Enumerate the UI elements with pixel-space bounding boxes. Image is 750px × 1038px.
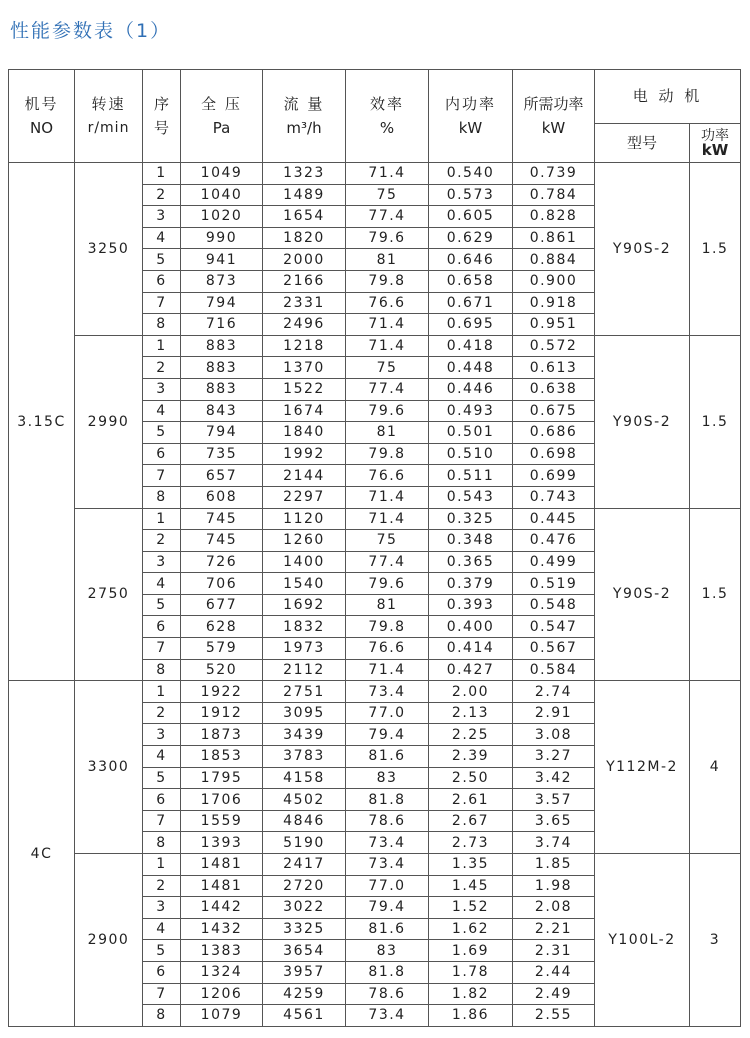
seq-cell: 5: [143, 249, 181, 271]
efficiency-cell: 79.6: [346, 400, 429, 422]
pressure-cell: 1049: [181, 163, 263, 185]
seq-cell: 5: [143, 422, 181, 444]
required-power-cell: 0.951: [513, 314, 595, 336]
header-motor: 电 动 机: [595, 70, 741, 124]
pressure-cell: 1020: [181, 206, 263, 228]
seq-cell: 3: [143, 897, 181, 919]
flow-cell: 4561: [263, 1005, 346, 1027]
speed-cell: 3250: [75, 163, 143, 336]
required-power-cell: 2.49: [513, 983, 595, 1005]
seq-cell: 8: [143, 1005, 181, 1027]
seq-cell: 2: [143, 875, 181, 897]
motor-model-cell: Y90S-2: [595, 508, 690, 681]
table-row: [9, 508, 741, 530]
flow-cell: 3022: [263, 897, 346, 919]
pressure-cell: 1432: [181, 918, 263, 940]
efficiency-cell: 73.4: [346, 854, 429, 876]
seq-cell: 4: [143, 918, 181, 940]
efficiency-cell: 79.6: [346, 573, 429, 595]
flow-cell: 2144: [263, 465, 346, 487]
seq-cell: 4: [143, 573, 181, 595]
seq-cell: 7: [143, 638, 181, 660]
pressure-cell: 579: [181, 638, 263, 660]
flow-cell: 2000: [263, 249, 346, 271]
required-power-cell: 0.884: [513, 249, 595, 271]
required-power-cell: 0.900: [513, 270, 595, 292]
flow-cell: 4158: [263, 767, 346, 789]
flow-cell: 4846: [263, 810, 346, 832]
required-power-cell: 1.85: [513, 854, 595, 876]
required-power-cell: 0.918: [513, 292, 595, 314]
header-motor-power: 功率 kW: [690, 124, 741, 163]
flow-cell: 2496: [263, 314, 346, 336]
pressure-cell: 883: [181, 335, 263, 357]
required-power-cell: 2.31: [513, 940, 595, 962]
inner-power-cell: 0.427: [429, 659, 513, 681]
table-row: [9, 163, 741, 185]
seq-cell: 6: [143, 616, 181, 638]
inner-power-cell: 2.67: [429, 810, 513, 832]
seq-cell: 8: [143, 314, 181, 336]
flow-cell: 2166: [263, 270, 346, 292]
efficiency-cell: 81: [346, 249, 429, 271]
flow-cell: 1218: [263, 335, 346, 357]
table-row: [9, 854, 741, 876]
flow-cell: 1540: [263, 573, 346, 595]
required-power-cell: 3.08: [513, 724, 595, 746]
required-power-cell: 0.861: [513, 227, 595, 249]
pressure-cell: 1393: [181, 832, 263, 854]
efficiency-cell: 81: [346, 594, 429, 616]
efficiency-cell: 71.4: [346, 508, 429, 530]
inner-power-cell: 0.629: [429, 227, 513, 249]
header-speed: 转速 r/min: [75, 70, 143, 163]
seq-cell: 6: [143, 961, 181, 983]
flow-cell: 1820: [263, 227, 346, 249]
pressure-cell: 1922: [181, 681, 263, 703]
seq-cell: 6: [143, 789, 181, 811]
pressure-cell: 735: [181, 443, 263, 465]
flow-cell: 3325: [263, 918, 346, 940]
required-power-cell: 0.548: [513, 594, 595, 616]
inner-power-cell: 0.605: [429, 206, 513, 228]
efficiency-cell: 75: [346, 357, 429, 379]
efficiency-cell: 77.4: [346, 551, 429, 573]
flow-cell: 2751: [263, 681, 346, 703]
inner-power-cell: 1.86: [429, 1005, 513, 1027]
efficiency-cell: 81.8: [346, 789, 429, 811]
inner-power-cell: 1.62: [429, 918, 513, 940]
required-power-cell: 0.445: [513, 508, 595, 530]
seq-cell: 7: [143, 465, 181, 487]
efficiency-cell: 73.4: [346, 681, 429, 703]
pressure-cell: 745: [181, 508, 263, 530]
pressure-cell: 990: [181, 227, 263, 249]
flow-cell: 4259: [263, 983, 346, 1005]
seq-cell: 5: [143, 594, 181, 616]
inner-power-cell: 1.35: [429, 854, 513, 876]
required-power-cell: 0.476: [513, 530, 595, 552]
inner-power-cell: 0.393: [429, 594, 513, 616]
flow-cell: 1692: [263, 594, 346, 616]
inner-power-cell: 0.573: [429, 184, 513, 206]
seq-cell: 1: [143, 681, 181, 703]
required-power-cell: 0.613: [513, 357, 595, 379]
flow-cell: 1674: [263, 400, 346, 422]
pressure-cell: 657: [181, 465, 263, 487]
required-power-cell: 1.98: [513, 875, 595, 897]
efficiency-cell: 77.0: [346, 702, 429, 724]
pressure-cell: 873: [181, 270, 263, 292]
pressure-cell: 883: [181, 378, 263, 400]
flow-cell: 5190: [263, 832, 346, 854]
seq-cell: 2: [143, 357, 181, 379]
pressure-cell: 794: [181, 422, 263, 444]
required-power-cell: 0.784: [513, 184, 595, 206]
pressure-cell: 1324: [181, 961, 263, 983]
required-power-cell: 0.699: [513, 465, 595, 487]
inner-power-cell: 0.418: [429, 335, 513, 357]
required-power-cell: 0.686: [513, 422, 595, 444]
inner-power-cell: 2.25: [429, 724, 513, 746]
seq-cell: 2: [143, 184, 181, 206]
inner-power-cell: 0.510: [429, 443, 513, 465]
seq-cell: 3: [143, 551, 181, 573]
inner-power-cell: 0.658: [429, 270, 513, 292]
pressure-cell: 941: [181, 249, 263, 271]
pressure-cell: 1795: [181, 767, 263, 789]
speed-cell: 3300: [75, 681, 143, 854]
efficiency-cell: 77.4: [346, 206, 429, 228]
efficiency-cell: 81.8: [346, 961, 429, 983]
seq-cell: 3: [143, 378, 181, 400]
flow-cell: 1992: [263, 443, 346, 465]
pressure-cell: 745: [181, 530, 263, 552]
inner-power-cell: 1.82: [429, 983, 513, 1005]
speed-cell: 2990: [75, 335, 143, 508]
flow-cell: 1840: [263, 422, 346, 444]
pressure-cell: 706: [181, 573, 263, 595]
inner-power-cell: 0.348: [429, 530, 513, 552]
flow-cell: 1370: [263, 357, 346, 379]
efficiency-cell: 81: [346, 422, 429, 444]
required-power-cell: 2.21: [513, 918, 595, 940]
pressure-cell: 520: [181, 659, 263, 681]
efficiency-cell: 83: [346, 940, 429, 962]
pressure-cell: 1040: [181, 184, 263, 206]
seq-cell: 5: [143, 940, 181, 962]
efficiency-cell: 83: [346, 767, 429, 789]
table-row: [9, 335, 741, 357]
header-seq: 序 号: [143, 70, 181, 163]
pressure-cell: 677: [181, 594, 263, 616]
flow-cell: 1260: [263, 530, 346, 552]
efficiency-cell: 79.8: [346, 616, 429, 638]
pressure-cell: 794: [181, 292, 263, 314]
motor-model-cell: Y100L-2: [595, 854, 690, 1027]
table-header: [9, 70, 741, 163]
required-power-cell: 2.08: [513, 897, 595, 919]
inner-power-cell: 0.695: [429, 314, 513, 336]
table-body: [9, 163, 741, 1027]
seq-cell: 4: [143, 227, 181, 249]
required-power-cell: 0.567: [513, 638, 595, 660]
efficiency-cell: 77.4: [346, 378, 429, 400]
header-flow: 流 量 m³/h: [263, 70, 346, 163]
required-power-cell: 3.57: [513, 789, 595, 811]
model-number-cell: 4C: [9, 681, 75, 1027]
inner-power-cell: 1.52: [429, 897, 513, 919]
inner-power-cell: 2.61: [429, 789, 513, 811]
efficiency-cell: 75: [346, 530, 429, 552]
efficiency-cell: 71.4: [346, 486, 429, 508]
seq-cell: 8: [143, 659, 181, 681]
inner-power-cell: 1.69: [429, 940, 513, 962]
header-motor-model: 型号: [595, 124, 690, 163]
flow-cell: 3783: [263, 746, 346, 768]
pressure-cell: 1853: [181, 746, 263, 768]
efficiency-cell: 71.4: [346, 659, 429, 681]
inner-power-cell: 0.325: [429, 508, 513, 530]
efficiency-cell: 81.6: [346, 746, 429, 768]
seq-cell: 1: [143, 335, 181, 357]
required-power-cell: 0.698: [513, 443, 595, 465]
inner-power-cell: 0.540: [429, 163, 513, 185]
efficiency-cell: 79.6: [346, 227, 429, 249]
header-efficiency: 效率 %: [346, 70, 429, 163]
motor-power-cell: 1.5: [690, 508, 741, 681]
seq-cell: 8: [143, 486, 181, 508]
pressure-cell: 883: [181, 357, 263, 379]
inner-power-cell: 1.78: [429, 961, 513, 983]
pressure-cell: 1559: [181, 810, 263, 832]
required-power-cell: 2.74: [513, 681, 595, 703]
inner-power-cell: 0.414: [429, 638, 513, 660]
flow-cell: 3957: [263, 961, 346, 983]
seq-cell: 3: [143, 724, 181, 746]
flow-cell: 3439: [263, 724, 346, 746]
pressure-cell: 1873: [181, 724, 263, 746]
efficiency-cell: 76.6: [346, 638, 429, 660]
efficiency-cell: 76.6: [346, 465, 429, 487]
efficiency-cell: 79.4: [346, 724, 429, 746]
inner-power-cell: 1.45: [429, 875, 513, 897]
motor-power-cell: 4: [690, 681, 741, 854]
efficiency-cell: 78.6: [346, 810, 429, 832]
inner-power-cell: 2.73: [429, 832, 513, 854]
flow-cell: 1832: [263, 616, 346, 638]
header-no: 机号 NO: [9, 70, 75, 163]
seq-cell: 1: [143, 854, 181, 876]
motor-power-cell: 1.5: [690, 163, 741, 336]
efficiency-cell: 79.8: [346, 443, 429, 465]
required-power-cell: 0.828: [513, 206, 595, 228]
seq-cell: 7: [143, 292, 181, 314]
flow-cell: 1489: [263, 184, 346, 206]
flow-cell: 2297: [263, 486, 346, 508]
required-power-cell: 2.55: [513, 1005, 595, 1027]
pressure-cell: 1206: [181, 983, 263, 1005]
required-power-cell: 3.42: [513, 767, 595, 789]
inner-power-cell: 0.671: [429, 292, 513, 314]
efficiency-cell: 76.6: [346, 292, 429, 314]
motor-model-cell: Y90S-2: [595, 163, 690, 336]
seq-cell: 6: [143, 443, 181, 465]
seq-cell: 6: [143, 270, 181, 292]
motor-model-cell: Y90S-2: [595, 335, 690, 508]
pressure-cell: 608: [181, 486, 263, 508]
efficiency-cell: 73.4: [346, 832, 429, 854]
page-title: 性能参数表（1）: [10, 20, 172, 42]
inner-power-cell: 0.400: [429, 616, 513, 638]
seq-cell: 7: [143, 810, 181, 832]
seq-cell: 4: [143, 746, 181, 768]
required-power-cell: 0.547: [513, 616, 595, 638]
required-power-cell: 0.499: [513, 551, 595, 573]
efficiency-cell: 71.4: [346, 314, 429, 336]
header-pressure: 全 压 Pa: [181, 70, 263, 163]
header-inner-power: 内功率 kW: [429, 70, 513, 163]
required-power-cell: 3.74: [513, 832, 595, 854]
speed-cell: 2900: [75, 854, 143, 1027]
performance-table: [8, 69, 741, 1027]
seq-cell: 5: [143, 767, 181, 789]
flow-cell: 1973: [263, 638, 346, 660]
pressure-cell: 1481: [181, 875, 263, 897]
seq-cell: 2: [143, 702, 181, 724]
flow-cell: 3654: [263, 940, 346, 962]
efficiency-cell: 79.8: [346, 270, 429, 292]
pressure-cell: 1079: [181, 1005, 263, 1027]
efficiency-cell: 73.4: [346, 1005, 429, 1027]
seq-cell: 8: [143, 832, 181, 854]
inner-power-cell: 0.448: [429, 357, 513, 379]
efficiency-cell: 77.0: [346, 875, 429, 897]
required-power-cell: 0.638: [513, 378, 595, 400]
seq-cell: 1: [143, 508, 181, 530]
flow-cell: 1522: [263, 378, 346, 400]
seq-cell: 1: [143, 163, 181, 185]
required-power-cell: 0.743: [513, 486, 595, 508]
required-power-cell: 0.739: [513, 163, 595, 185]
flow-cell: 3095: [263, 702, 346, 724]
seq-cell: 7: [143, 983, 181, 1005]
seq-cell: 4: [143, 400, 181, 422]
pressure-cell: 716: [181, 314, 263, 336]
flow-cell: 1400: [263, 551, 346, 573]
efficiency-cell: 78.6: [346, 983, 429, 1005]
pressure-cell: 1383: [181, 940, 263, 962]
required-power-cell: 2.91: [513, 702, 595, 724]
seq-cell: 3: [143, 206, 181, 228]
inner-power-cell: 0.511: [429, 465, 513, 487]
flow-cell: 2417: [263, 854, 346, 876]
motor-model-cell: Y112M-2: [595, 681, 690, 854]
required-power-cell: 3.27: [513, 746, 595, 768]
efficiency-cell: 71.4: [346, 335, 429, 357]
flow-cell: 2112: [263, 659, 346, 681]
inner-power-cell: 2.13: [429, 702, 513, 724]
pressure-cell: 1481: [181, 854, 263, 876]
pressure-cell: 726: [181, 551, 263, 573]
inner-power-cell: 0.446: [429, 378, 513, 400]
speed-cell: 2750: [75, 508, 143, 681]
pressure-cell: 1706: [181, 789, 263, 811]
efficiency-cell: 79.4: [346, 897, 429, 919]
efficiency-cell: 81.6: [346, 918, 429, 940]
model-number-cell: 3.15C: [9, 163, 75, 681]
inner-power-cell: 2.00: [429, 681, 513, 703]
inner-power-cell: 0.365: [429, 551, 513, 573]
pressure-cell: 843: [181, 400, 263, 422]
flow-cell: 2331: [263, 292, 346, 314]
table-row: [9, 681, 741, 703]
inner-power-cell: 0.543: [429, 486, 513, 508]
flow-cell: 1654: [263, 206, 346, 228]
required-power-cell: 0.519: [513, 573, 595, 595]
inner-power-cell: 0.493: [429, 400, 513, 422]
required-power-cell: 0.675: [513, 400, 595, 422]
required-power-cell: 0.572: [513, 335, 595, 357]
flow-cell: 4502: [263, 789, 346, 811]
required-power-cell: 0.584: [513, 659, 595, 681]
flow-cell: 1323: [263, 163, 346, 185]
inner-power-cell: 0.501: [429, 422, 513, 444]
seq-cell: 2: [143, 530, 181, 552]
motor-power-cell: 1.5: [690, 335, 741, 508]
inner-power-cell: 0.379: [429, 573, 513, 595]
motor-power-cell: 3: [690, 854, 741, 1027]
pressure-cell: 628: [181, 616, 263, 638]
efficiency-cell: 75: [346, 184, 429, 206]
pressure-cell: 1912: [181, 702, 263, 724]
flow-cell: 1120: [263, 508, 346, 530]
required-power-cell: 2.44: [513, 961, 595, 983]
inner-power-cell: 2.50: [429, 767, 513, 789]
efficiency-cell: 71.4: [346, 163, 429, 185]
required-power-cell: 3.65: [513, 810, 595, 832]
flow-cell: 2720: [263, 875, 346, 897]
inner-power-cell: 2.39: [429, 746, 513, 768]
pressure-cell: 1442: [181, 897, 263, 919]
inner-power-cell: 0.646: [429, 249, 513, 271]
header-required-power: 所需功率 kW: [513, 70, 595, 163]
